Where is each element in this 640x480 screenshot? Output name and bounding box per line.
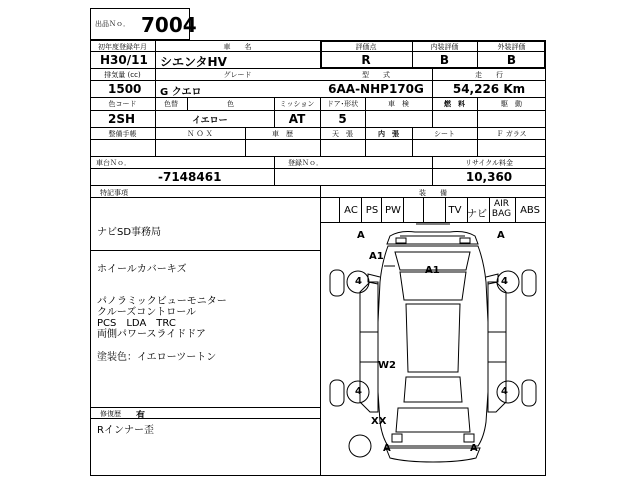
note-line-1: ナビSD事務局: [97, 227, 162, 238]
equip-airbag: AIR BAG: [491, 199, 512, 219]
mark-xx: XX: [371, 416, 387, 427]
header-grade: グレード: [223, 71, 252, 79]
mark-w2: W2: [378, 360, 396, 371]
model-name: シエンタHV: [160, 55, 227, 69]
header-equipment: 装 備: [419, 189, 447, 197]
mileage: 54,226 Km: [452, 82, 526, 96]
mark-wheel-rr: 4: [501, 386, 508, 397]
repair-history-label: 修復歴: [100, 410, 121, 418]
header-seat: シート: [434, 130, 455, 138]
equip-ps: PS: [365, 205, 379, 216]
header-registration: 登録Ｎｏ．: [288, 159, 323, 167]
first-registration: H30/11: [100, 53, 148, 67]
header-fuel: 燃 料: [444, 100, 465, 108]
color-code: 2SH: [108, 112, 136, 126]
interior-grade: B: [439, 53, 450, 67]
header-mission: ミッション: [279, 100, 315, 108]
header-color-change: 色替: [164, 100, 178, 108]
header-ceiling: 天 張: [332, 130, 353, 138]
displacement: 1500: [108, 82, 142, 96]
header-score: 評価点: [355, 43, 377, 51]
header-first-registration: 初年度登録年月: [98, 43, 147, 51]
equip-navi: ナビ: [467, 209, 487, 220]
doors: 5: [338, 112, 347, 126]
note-line-5: PCS LDA TRC: [97, 318, 176, 329]
car-damage-diagram: [320, 222, 546, 476]
header-drive: 駆 動: [501, 100, 522, 108]
mission: AT: [288, 112, 306, 126]
header-maintenance-book: 整備手帳: [108, 130, 137, 138]
chassis-number: -7148461: [158, 170, 222, 184]
header-type: 型 式: [362, 71, 390, 79]
auction-score: R: [361, 53, 371, 67]
mark-wheel-fr: 4: [501, 276, 508, 287]
mark-rear-right: A: [470, 443, 478, 454]
header-front-glass: Ｆ ガラス: [496, 130, 527, 138]
header-interior: 内装評価: [430, 43, 459, 51]
mark-wheel-rl: 4: [355, 386, 362, 397]
header-color: 色: [227, 100, 234, 108]
equip-abs: ABS: [520, 205, 540, 216]
header-inspection: 車 検: [388, 100, 409, 108]
note-line-2: ホイールカバーキズ: [97, 264, 187, 275]
equip-pw: PW: [385, 205, 401, 216]
exterior-grade: B: [506, 53, 517, 67]
lot-number-box: [90, 8, 197, 40]
header-history: 車 歴: [272, 130, 293, 138]
header-model: 車 名: [223, 43, 252, 51]
header-doors: ドア･形状: [326, 100, 359, 108]
header-mileage: 走 行: [475, 71, 503, 79]
header-displacement: 排気量 (cc): [104, 71, 141, 79]
color-name: イエロー: [192, 116, 228, 126]
header-notes: 特記事項: [100, 189, 128, 197]
mark-a1-left: A1: [369, 251, 384, 262]
repair-note: Rインナー歪: [97, 425, 154, 436]
equip-ac: AC: [344, 205, 358, 216]
header-nox: Ｎ Ｏ Ｘ: [187, 130, 213, 138]
header-interior-trim: 内 張: [378, 130, 399, 138]
header-color-code: 色コード: [108, 100, 137, 108]
lot-number: 7004: [141, 13, 197, 37]
header-chassis: 車台Ｎｏ．: [96, 159, 131, 167]
header-recycle: リサイクル料金: [464, 159, 514, 167]
note-line-7: 塗装色：イエローツートン: [97, 352, 217, 363]
note-line-4: クルーズコントロール: [97, 307, 196, 318]
mark-a1-roof: A1: [425, 265, 440, 276]
model-type: 6AA-NHP170G: [328, 82, 424, 96]
repair-history-value: 有: [136, 411, 146, 421]
lot-label: 出品Ｎｏ．: [95, 20, 130, 28]
mark-wheel-fl: 4: [355, 276, 362, 287]
mark-front-right: A: [497, 230, 505, 241]
mark-rear-left: A: [383, 443, 391, 454]
note-line-6: 両側パワースライドドア: [97, 329, 206, 340]
mark-front-left: A: [357, 230, 365, 241]
header-exterior: 外装評価: [497, 43, 526, 51]
recycle-fee: 10,360: [465, 170, 513, 184]
note-line-3: パノラミックビューモニター: [97, 296, 227, 307]
grade: G クエロ: [160, 87, 202, 98]
equip-tv: TV: [448, 205, 462, 216]
